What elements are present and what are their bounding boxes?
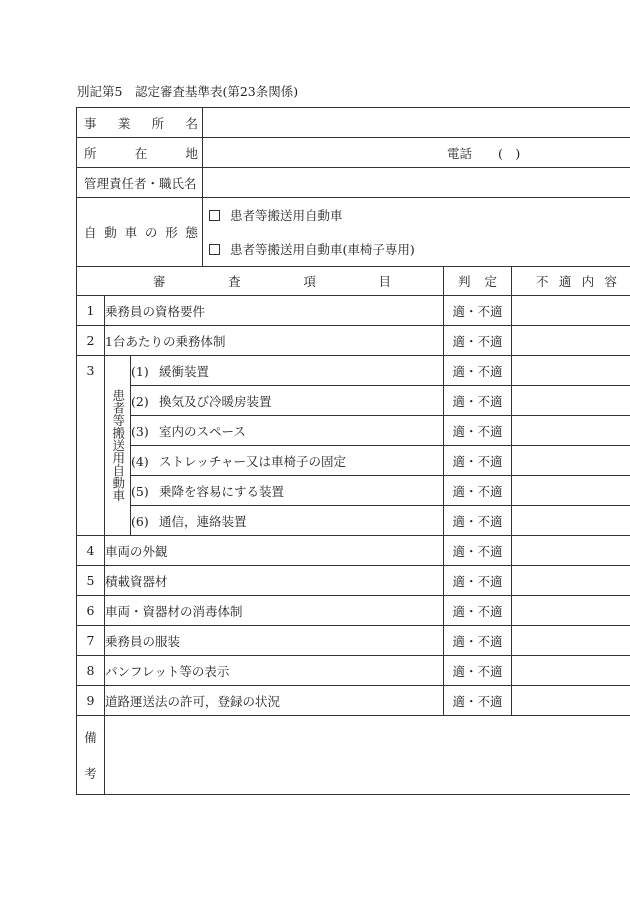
remarks-field[interactable]: [105, 716, 630, 795]
header-judgement: 判 定: [444, 267, 512, 296]
row-number: 4: [77, 536, 105, 566]
row-unfit-details[interactable]: [512, 476, 630, 506]
checkbox-icon[interactable]: [209, 244, 220, 255]
manager-label: 管理責任者・職氏名: [77, 168, 203, 198]
row-judgement[interactable]: 適・不適: [444, 386, 512, 416]
row-judgement[interactable]: 適・不適: [444, 656, 512, 686]
row-unfit-details[interactable]: [512, 656, 630, 686]
row-judgement[interactable]: 適・不適: [444, 536, 512, 566]
location-row: [77, 138, 630, 168]
row-subitem: (2) 換気及び冷暖房装置: [131, 386, 444, 416]
location-field[interactable]: [203, 138, 630, 168]
vehicle-form-label: 自 動 車 の 形 態: [77, 198, 203, 267]
row-number: 5: [77, 566, 105, 596]
row-number: 2: [77, 326, 105, 356]
row-unfit-details[interactable]: [512, 356, 630, 386]
row-subitem: (5) 乗降を容易にする装置: [131, 476, 444, 506]
row-judgement[interactable]: 適・不適: [444, 566, 512, 596]
vehicle-form-options: [203, 198, 630, 267]
row-item: 乗務員の服装: [105, 626, 444, 656]
row-judgement[interactable]: 適・不適: [444, 476, 512, 506]
header-review-items: 審 査 項 目: [77, 267, 444, 296]
table-row: [77, 416, 630, 446]
row-judgement[interactable]: 適・不適: [444, 416, 512, 446]
vehicle-option-wheelchair[interactable]: 患者等搬送用自動車(車椅子専用): [203, 240, 630, 258]
manager-field[interactable]: [203, 168, 630, 198]
row-judgement[interactable]: 適・不適: [444, 356, 512, 386]
vehicle-form-row: [77, 198, 630, 267]
table-row: [77, 536, 630, 566]
table-row: [77, 626, 630, 656]
row-judgement[interactable]: 適・不適: [444, 446, 512, 476]
row-judgement[interactable]: 適・不適: [444, 626, 512, 656]
table-row: [77, 656, 630, 686]
vehicle-option-standard[interactable]: 患者等搬送用自動車: [203, 206, 630, 224]
row-judgement[interactable]: 適・不適: [444, 326, 512, 356]
header-unfit-details: 不 適 内 容: [512, 267, 630, 296]
table-row: [77, 566, 630, 596]
row-judgement[interactable]: 適・不適: [444, 596, 512, 626]
row-item: 乗務員の資格要件: [105, 296, 444, 326]
row-unfit-details[interactable]: [512, 296, 630, 326]
remarks-label: 備 考: [77, 716, 105, 795]
row-number: 8: [77, 656, 105, 686]
review-criteria-table: [76, 107, 630, 795]
office-name-field[interactable]: [203, 108, 630, 138]
row-unfit-details[interactable]: [512, 386, 630, 416]
table-row: [77, 686, 630, 716]
row-unfit-details[interactable]: [512, 596, 630, 626]
row-unfit-details[interactable]: [512, 536, 630, 566]
row-item: 車両・資器材の消毒体制: [105, 596, 444, 626]
row-number: 9: [77, 686, 105, 716]
row-unfit-details[interactable]: [512, 446, 630, 476]
table-row: [77, 326, 630, 356]
phone-paren: ( ): [498, 145, 521, 161]
row-item: 1台あたりの乗務体制: [105, 326, 444, 356]
row-number: 7: [77, 626, 105, 656]
row-number: 3: [77, 356, 105, 536]
table-row: [77, 356, 630, 386]
table-row: [77, 446, 630, 476]
table-row: [77, 476, 630, 506]
office-name-label: 事 業 所 名: [77, 108, 203, 138]
row-unfit-details[interactable]: [512, 416, 630, 446]
row-subitem: (6) 通信，連絡装置: [131, 506, 444, 536]
row-subitem: (1) 緩衝装置: [131, 356, 444, 386]
table-row: [77, 296, 630, 326]
row-number: 6: [77, 596, 105, 626]
row-unfit-details[interactable]: [512, 506, 630, 536]
table-row: [77, 386, 630, 416]
table-header-row: [77, 267, 630, 296]
row-unfit-details[interactable]: [512, 686, 630, 716]
phone-label: 電話: [447, 145, 473, 161]
checkbox-icon[interactable]: [209, 210, 220, 221]
phone-number: [447, 144, 520, 162]
row-number: 1: [77, 296, 105, 326]
row-subitem: (4) ストレッチャー又は車椅子の固定: [131, 446, 444, 476]
remarks-row: [77, 716, 630, 795]
location-label: 所 在 地: [77, 138, 203, 168]
row-item: パンフレット等の表示: [105, 656, 444, 686]
page-title: 別記第5 認定審査基準表(第23条関係): [77, 84, 299, 99]
row-unfit-details[interactable]: [512, 326, 630, 356]
row-item: 車両の外観: [105, 536, 444, 566]
table-row: [77, 506, 630, 536]
row-judgement[interactable]: 適・不適: [444, 296, 512, 326]
row-item: 積載資器材: [105, 566, 444, 596]
office-name-row: [77, 108, 630, 138]
row-subitem: (3) 室内のスペース: [131, 416, 444, 446]
row-unfit-details[interactable]: [512, 566, 630, 596]
row-item: 道路運送法の許可，登録の状況: [105, 686, 444, 716]
table-row: [77, 596, 630, 626]
row-judgement[interactable]: 適・不適: [444, 506, 512, 536]
manager-row: [77, 168, 630, 198]
row-group-label: 患者等搬送用自動車: [105, 356, 131, 536]
row-judgement[interactable]: 適・不適: [444, 686, 512, 716]
row-unfit-details[interactable]: [512, 626, 630, 656]
